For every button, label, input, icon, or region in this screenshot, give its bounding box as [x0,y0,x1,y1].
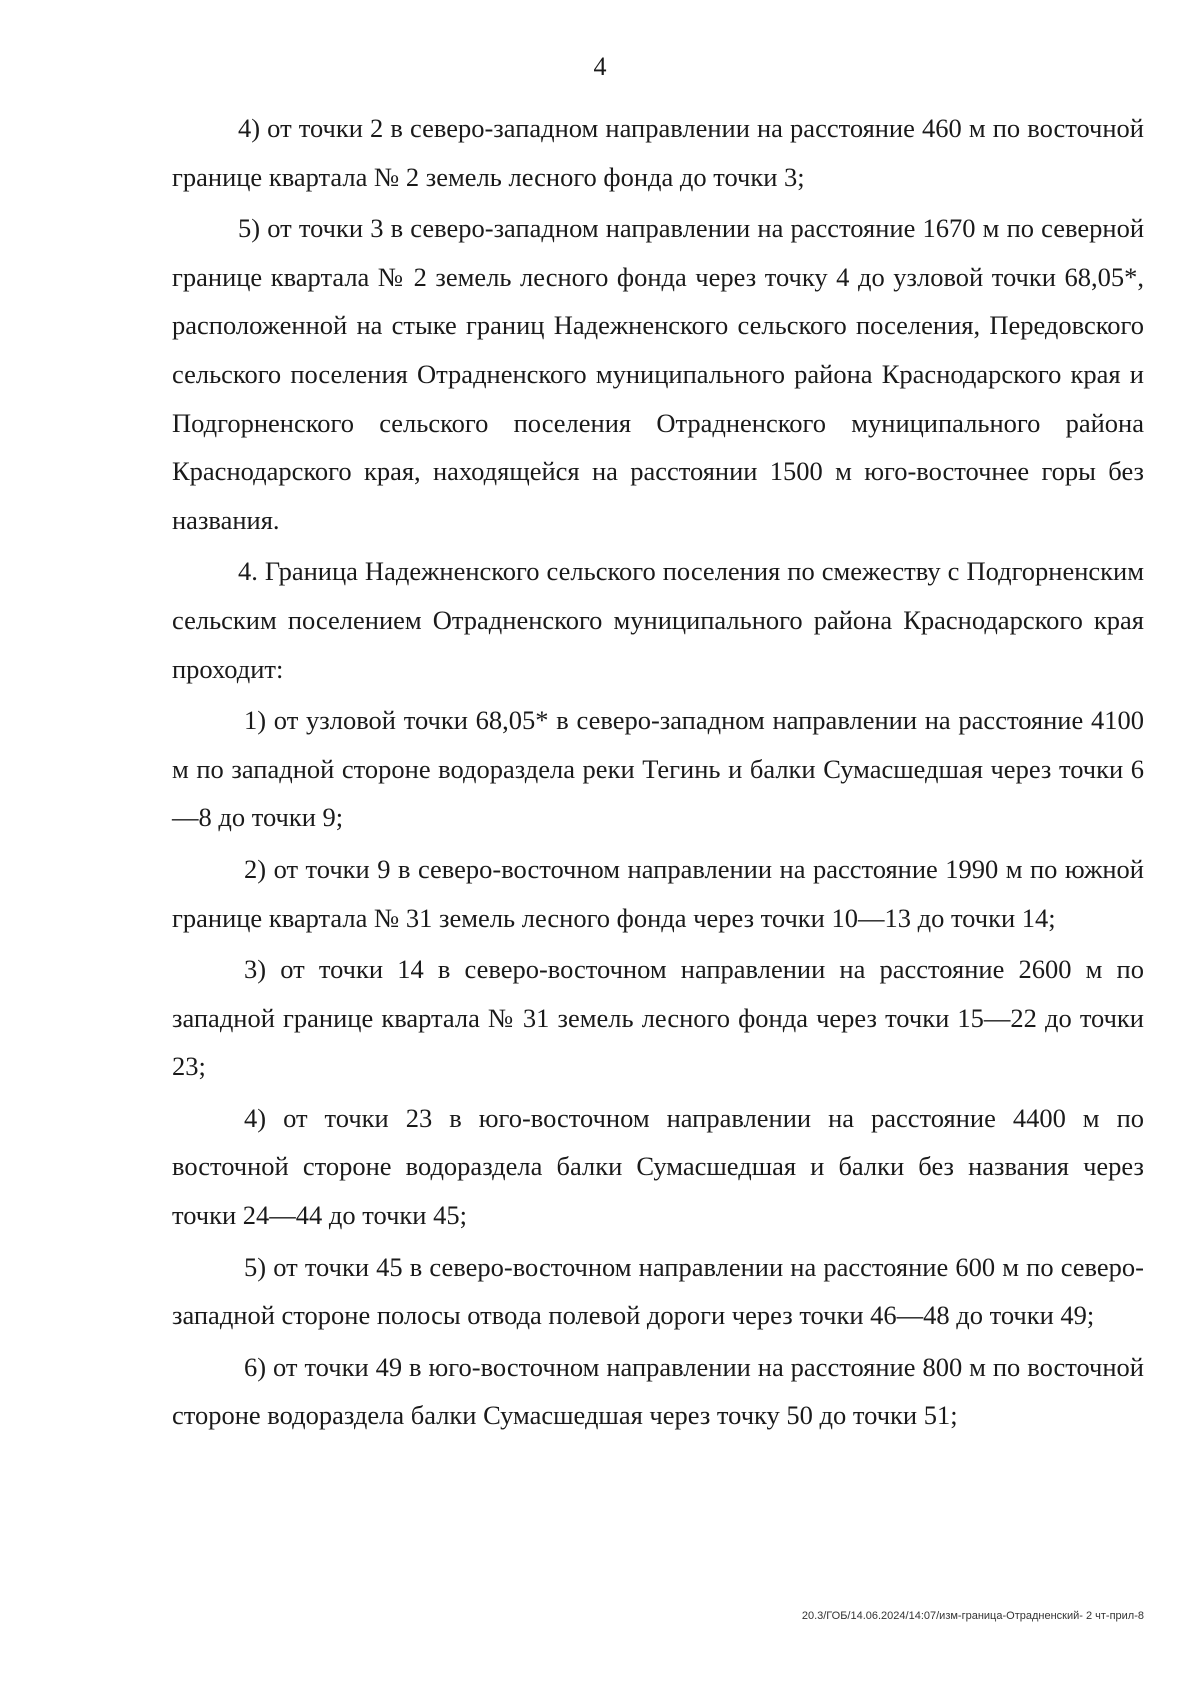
paragraph-item-3: 3) от точки 14 в северо-восточном направлении на расстояние 2600 м по западной границе квартала № 31 земель лесного фонда через точки 15—22 до точки 23; [172,954,1144,1082]
paragraph-item-6: 6) от точки 49 в юго-восточном направлении на расстояние 800 м по восточной стороне водораздела балки Сумасшедшая через точку 50 до точки 51; [172,1351,1144,1431]
page-number: 4 [593,52,607,81]
paragraph-item-4: 4) от точки 2 в северо-западном направлении на расстояние 460 м по восточной границе квартала № 2 земель лесного фонда до точки 3; [172,113,1144,192]
paragraph-item-2: 2) от точки 9 в северо-восточном направлении на расстояние 1990 м по южной границе квартала № 31 земель лесного фонда через точки 10—13 до точки 14; [172,853,1144,933]
paragraph-item-5: 5) от точки 3 в северо-западном направлении на расстояние 1670 м по северной границе квартала № 2 земель лесного фонда через точку 4 до узловой точки 68,05*, расположенной на стыке границ Надежненского сельского поселения, Передовского сельского поселения Отрадненского муниципального района Краснодарского края и Подгорненского сельского поселения Отрадненского муниципального района Краснодарского края, находящейся на расстоянии 1500 м юго-восточнее горы без названия. [172,213,1144,535]
paragraph-item-1: 1) от узловой точки 68,05* в северо-западном направлении на расстояние 4100 м по западной стороне водораздела реки Тегинь и балки Сумасшедшая через точки 6—8 до точки 9; [172,705,1144,833]
document-footer-code: 20.3/ГОБ/14.06.2024/14:07/изм-граница-Отрадненский- 2 чт-прил-8 [801,1610,1144,1622]
section-4-heading-paragraph: 4. Граница Надежненского сельского поселения по смежеству с Подгорненским сельским поселением Отрадненского муниципального района Краснодарского края проходит: [172,556,1144,684]
document-body [172,104,1144,1443]
paragraph-item-4b: 4) от точки 23 в юго-восточном направлении на расстояние 4400 м по восточной стороне водораздела балки Сумасшедшая и балки без названия через точки 24—44 до точки 45; [172,1102,1144,1231]
paragraph-item-5b: 5) от точки 45 в северо-восточном направлении на расстояние 600 м по северо-западной стороне полосы отвода полевой дороги через точки 46—48 до точки 49; [172,1251,1144,1331]
